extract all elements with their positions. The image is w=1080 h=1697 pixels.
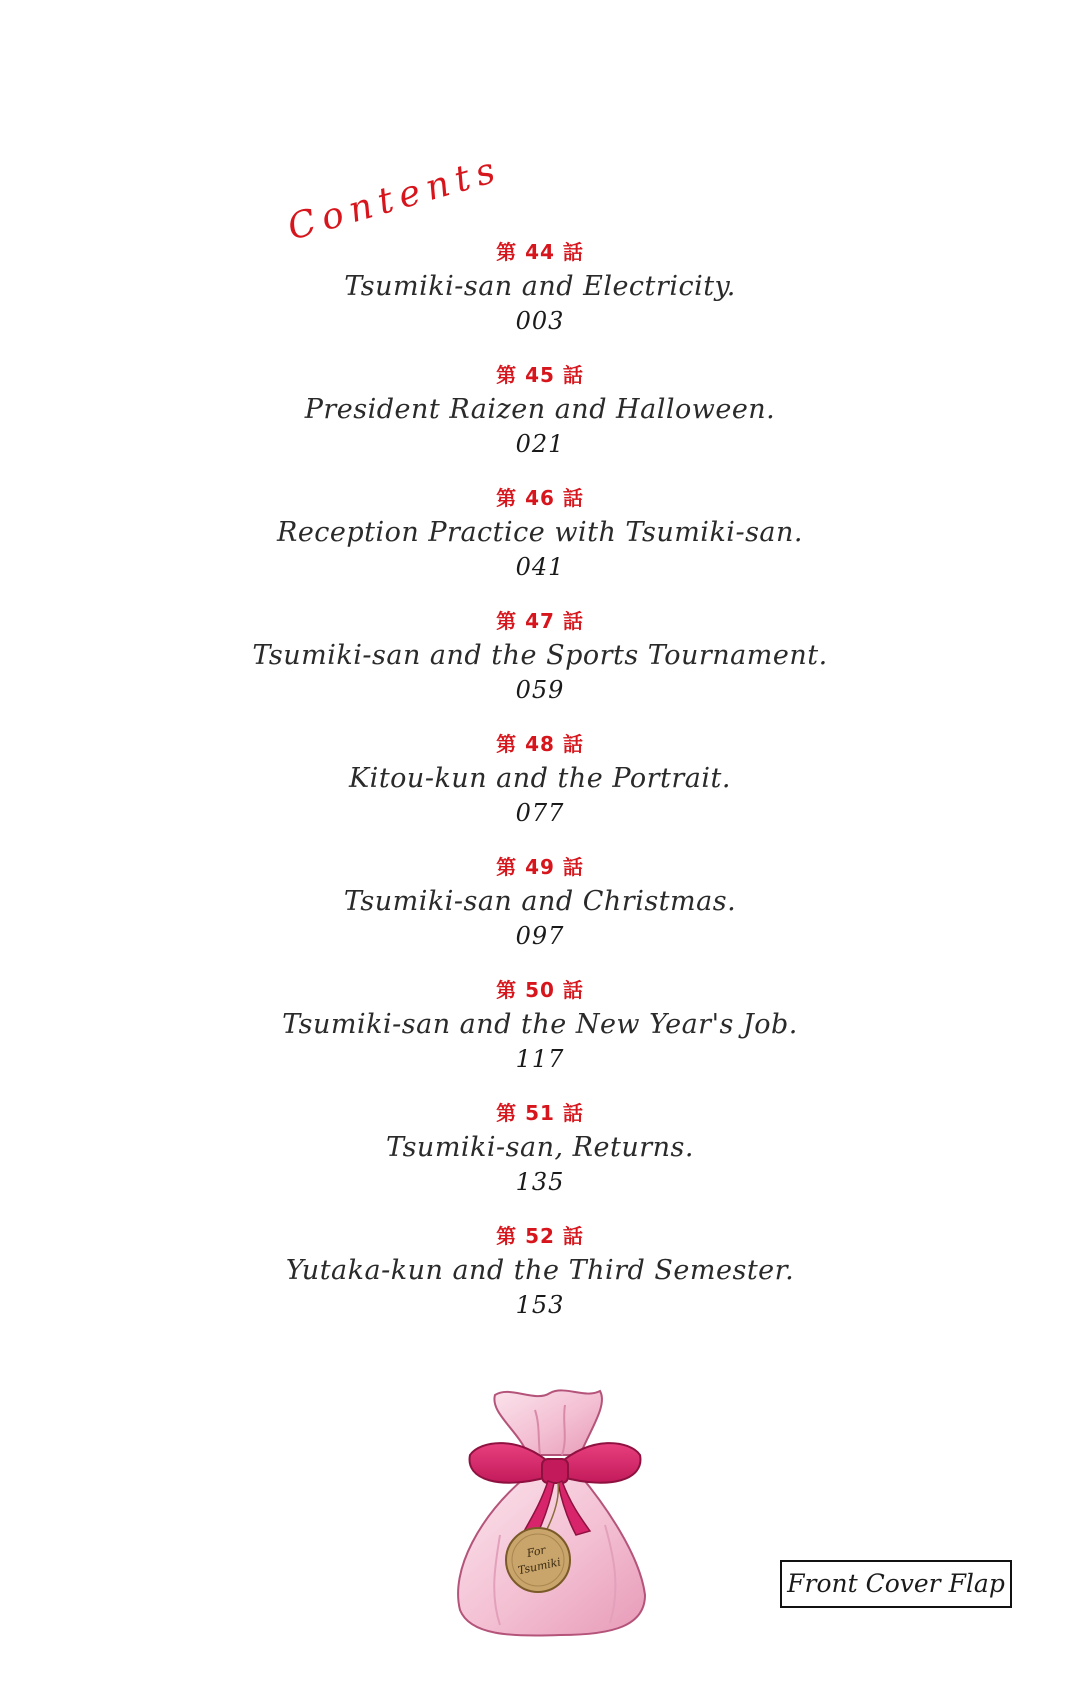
chapter-number: 第 51 話 [496, 1101, 584, 1125]
toc-entry [0, 1101, 1080, 1224]
chapter-number: 第 45 話 [496, 363, 584, 387]
toc-entry [0, 978, 1080, 1101]
toc-entry [0, 609, 1080, 732]
page-number: 003 [515, 307, 565, 335]
page-number: 153 [515, 1291, 565, 1319]
chapter-number: 第 44 話 [496, 240, 584, 264]
toc-entry [0, 855, 1080, 978]
chapter-title: Tsumiki-san and Electricity. [344, 271, 736, 302]
chapter-number: 第 50 話 [496, 978, 584, 1002]
chapter-title: Tsumiki-san and Christmas. [343, 886, 737, 917]
gift-tag-line2: Tsumiki [516, 1555, 562, 1578]
chapter-title: Yutaka-kun and the Third Semester. [285, 1255, 795, 1286]
page-number: 059 [515, 676, 565, 704]
page-number: 077 [515, 799, 565, 827]
contents-heading-graphic [283, 148, 507, 249]
toc-entry [0, 732, 1080, 855]
chapter-title: Tsumiki-san and the Sports Tournament. [252, 640, 828, 671]
chapter-title: Tsumiki-san, Returns. [386, 1132, 694, 1163]
chapter-number: 第 48 話 [496, 732, 584, 756]
contents-heading-text: Contents [283, 148, 507, 249]
chapter-title: Tsumiki-san and the New Year's Job. [282, 1009, 798, 1040]
chapter-number: 第 52 話 [496, 1224, 584, 1248]
gift-tag-line1: For [525, 1543, 547, 1561]
page-number: 041 [515, 553, 565, 581]
page-number: 021 [515, 430, 565, 458]
front-cover-flap-label: Front Cover Flap [780, 1560, 1012, 1608]
page-number: 117 [515, 1045, 565, 1073]
chapter-number: 第 49 話 [496, 855, 584, 879]
chapter-title: President Raizen and Halloween. [304, 394, 776, 425]
chapter-number: 第 46 話 [496, 486, 584, 510]
chapter-number: 第 47 話 [496, 609, 584, 633]
gift-bag-illustration [440, 1385, 670, 1640]
contents-heading [283, 148, 507, 249]
toc-entry [0, 1224, 1080, 1347]
toc-entry [0, 240, 1080, 363]
chapter-title: Reception Practice with Tsumiki-san. [276, 517, 803, 548]
toc-entry [0, 363, 1080, 486]
toc-list [0, 240, 1080, 1347]
chapter-title: Kitou-kun and the Portrait. [349, 763, 731, 794]
page-number: 097 [515, 922, 565, 950]
page-number: 135 [515, 1168, 565, 1196]
toc-entry [0, 486, 1080, 609]
